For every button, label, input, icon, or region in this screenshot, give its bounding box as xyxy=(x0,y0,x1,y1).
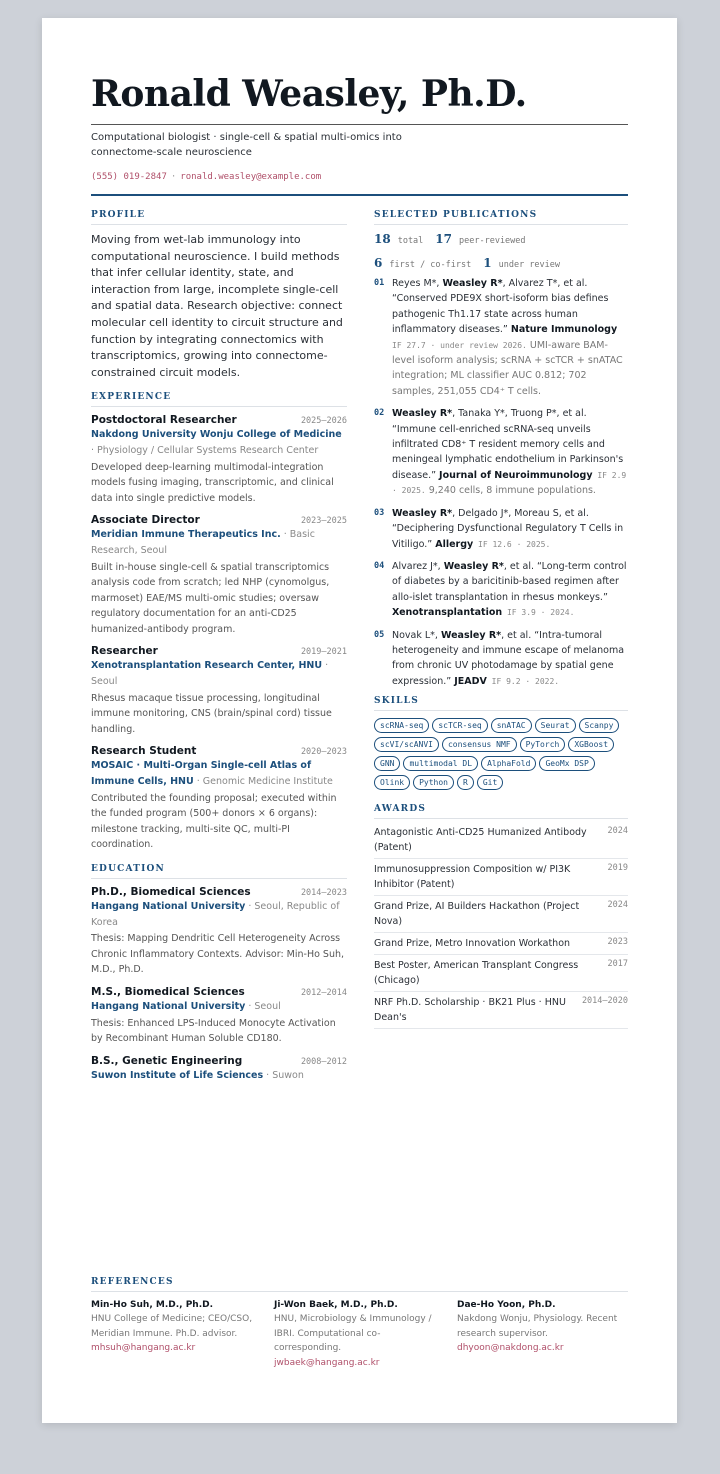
citation-body: , Delgado J*, Moreau S, et al. “Deciphering Dysfunctional Regulatory T Cells in Vitiligo.” xyxy=(392,507,624,550)
organization-detail: · Genomic Medicine Institute xyxy=(193,776,333,788)
entry-description: Contributed the founding proposal; executed within the funded program (500+ donors × 6 organs): milestone tracking, multi-site QC, multi-PI coordination. xyxy=(91,792,337,851)
entry-description: Built in-house single-cell & spatial transcriptomics analysis code from scratch; led NHP (cynomolgus, marmoset) EAE/MS multi-omic studies; oversaw regulatory documentation for an anti-CD25 humanized-antibody program. xyxy=(91,561,330,635)
citation-self-author: Weasley R* xyxy=(392,408,453,420)
skill-chips xyxy=(374,718,628,790)
reference-card xyxy=(91,1298,262,1370)
skill-chip: XGBoost xyxy=(568,737,614,752)
experience-heading: EXPERIENCE xyxy=(91,392,347,407)
skill-chip: AlphaFold xyxy=(481,756,536,771)
organization-name: Xenotransplantation Research Center, HNU xyxy=(91,660,323,672)
organization-name: Hangang National University xyxy=(91,901,246,912)
citation-self-author: Weasley R* xyxy=(443,560,504,572)
entry-description: Developed deep-learning multimodal-integration models fusing imaging, transcriptomic, and clinical data into single predictive models. xyxy=(91,461,334,504)
references-section xyxy=(91,1277,628,1370)
references-heading: REFERENCES xyxy=(91,1277,628,1292)
publication-citation xyxy=(392,276,628,399)
experience-list xyxy=(91,414,347,853)
citation-authors-before: Reyes M*, xyxy=(392,278,443,289)
awards-heading: AWARDS xyxy=(374,804,628,819)
publication-number: 01 xyxy=(374,278,385,288)
skill-chip: Git xyxy=(477,775,503,790)
citation-meta: IF 3.9 · 2024. xyxy=(502,608,575,618)
publication-citation xyxy=(392,559,628,621)
entry-dates: 2019–2021 xyxy=(300,647,347,658)
entry-organization xyxy=(91,1068,347,1084)
reference-card xyxy=(274,1298,445,1370)
education-heading: EDUCATION xyxy=(91,864,347,879)
citation-meta: IF 27.7 · under review 2026. xyxy=(392,340,527,350)
skill-chip: PyTorch xyxy=(520,737,566,752)
profile-heading: PROFILE xyxy=(91,210,347,225)
citation-journal: Allergy xyxy=(435,538,474,550)
reference-description: HNU College of Medicine; CEO/CSO, Meridian Immune. Ph.D. advisor. xyxy=(91,1314,253,1339)
citation-journal: JEADV xyxy=(454,675,487,687)
entry-header xyxy=(91,414,347,426)
phone-number: (555) 019-2847 xyxy=(91,172,167,182)
reference-name: Ji-Won Baek, M.D., Ph.D. xyxy=(274,1300,398,1310)
citation-self-author: Weasley R* xyxy=(392,507,453,519)
entry-title: Associate Director xyxy=(91,514,200,527)
citation-authors-before: Novak L*, xyxy=(392,629,441,641)
right-column xyxy=(374,210,628,1029)
publication-number: 04 xyxy=(374,560,385,571)
entry-title: Researcher xyxy=(91,645,158,658)
profile-text: Moving from wet-lab immunology into computational neuroscience. I build methods that infer cellular identity, state, and interaction from large, incomplete single-cell and spatial data. Research objective: connect molecular cell identity to circuit structure and function by integrating connectomics with transcriptomics, growing into connectome-constrained circuit models. xyxy=(91,233,343,379)
skill-chip: Olink xyxy=(374,775,410,790)
entry-description: Rhesus macaque tissue processing, longitudinal immune monitoring, CNS (brain/spinal cord) tissue handling. xyxy=(91,692,332,735)
citation-notes: 9,240 cells, 8 immune populations. xyxy=(425,485,596,497)
award-item xyxy=(374,822,628,859)
organization-name: Meridian Immune Therapeutics Inc. xyxy=(91,529,281,541)
entry-title: Ph.D., Biomedical Sciences xyxy=(91,886,251,898)
citation-journal: Xenotransplantation xyxy=(392,607,503,619)
publication-item xyxy=(374,506,628,552)
entry-title: M.S., Biomedical Sciences xyxy=(91,985,245,998)
skill-chip: consensus NMF xyxy=(442,737,517,752)
publication-list xyxy=(374,276,628,689)
entry-dates: 2025–2026 xyxy=(300,416,347,427)
award-title: Grand Prize, Metro Innovation Workathon xyxy=(374,938,571,950)
contact-separator: · xyxy=(170,172,177,182)
publication-item xyxy=(374,406,628,498)
award-title: Grand Prize, AI Builders Hackathon (Project Nova) xyxy=(374,901,580,928)
award-date: 2014–2020 xyxy=(581,996,628,1007)
reference-email[interactable]: jwbaek@hangang.ac.kr xyxy=(274,1357,380,1368)
organization-detail: · Seoul, Republic of Korea xyxy=(91,901,340,928)
award-date: 2017 xyxy=(607,959,628,970)
award-item xyxy=(374,896,628,933)
entry-dates: 2014–2023 xyxy=(300,888,347,898)
citation-authors-before: Alvarez J*, xyxy=(392,560,444,572)
skill-chip: Scanpy xyxy=(579,718,620,733)
citation-notes: UMI-aware BAM-level isoform analysis; scRNA + scTCR + snATAC integration; ML classifier AUC 0.812; 702 samples, 251,055 CD4⁺ T cells. xyxy=(392,339,623,397)
organization-name: Hangang National University xyxy=(91,1000,246,1012)
entry-organization xyxy=(91,658,347,689)
stat-first-label: first / co-first xyxy=(389,260,472,270)
skill-chip: scRNA-seq xyxy=(374,718,429,733)
citation-body: , et al. “Long-term control of diabetes by a baricitinib-based regimen after allo-islet transplantation in rhesus monkeys.” xyxy=(392,560,627,603)
skill-chip: Python xyxy=(413,775,454,790)
experience-entry xyxy=(91,645,347,737)
award-date: 2024 xyxy=(607,826,628,837)
entry-title: Postdoctoral Researcher xyxy=(91,414,237,427)
experience-entry xyxy=(91,414,347,506)
entry-title: B.S., Genetic Engineering xyxy=(91,1054,243,1067)
skill-chip: GNN xyxy=(374,756,400,771)
citation-self-author: Weasley R* xyxy=(442,278,503,289)
award-title: Best Poster, American Transplant Congress (Chicago) xyxy=(374,960,579,987)
award-date: 2019 xyxy=(607,863,628,874)
publication-stats-row-2 xyxy=(374,256,628,270)
stat-peer-label: peer-reviewed xyxy=(459,236,526,246)
organization-detail: · Suwon xyxy=(263,1069,304,1081)
entry-title: Research Student xyxy=(91,745,197,758)
entry-organization xyxy=(91,758,347,789)
citation-journal: Journal of Neuroimmunology xyxy=(439,469,593,481)
citation-self-author: Weasley R* xyxy=(440,629,502,641)
organization-name: Nakdong University Wonju College of Medicine xyxy=(91,429,342,441)
reference-list xyxy=(91,1298,628,1370)
candidate-name: Ronald Weasley, Ph.D. xyxy=(91,73,527,115)
citation-body: , Tanaka Y*, Truong P*, et al. “Immune cell-enriched scRNA-seq unveils infiltrated CD8⁺ T resident memory cells and meningeal lymphatic endothelium in Parkinson's disease.” xyxy=(392,408,624,481)
skill-chip: Seurat xyxy=(535,718,576,733)
contact-line xyxy=(91,172,321,182)
citation-meta: IF 2.9 · 2025. xyxy=(392,470,627,496)
award-item xyxy=(374,933,628,955)
stat-first-count: 6 xyxy=(374,256,383,270)
experience-entry xyxy=(91,745,347,853)
entry-dates: 2012–2014 xyxy=(300,987,347,998)
skill-chip: GeoMx DSP xyxy=(539,756,594,771)
publication-citation xyxy=(392,628,628,690)
skill-chip: scVI/scANVI xyxy=(374,737,439,752)
reference-description: HNU, Microbiology & Immunology / IBRI. Computational co-corresponding. xyxy=(274,1314,432,1354)
header-divider xyxy=(91,124,628,125)
reference-name: Min-Ho Suh, M.D., Ph.D. xyxy=(91,1300,214,1310)
left-column xyxy=(91,210,347,1091)
award-title: Antagonistic Anti-CD25 Humanized Antibody (Patent) xyxy=(374,827,587,854)
skill-chip: R xyxy=(457,775,474,790)
organization-name: MOSAIC · Multi-Organ Single-cell Atlas of Immune Cells, HNU xyxy=(91,760,312,788)
entry-header xyxy=(91,886,347,898)
publication-item xyxy=(374,276,628,399)
organization-name: Suwon Institute of Life Sciences xyxy=(91,1069,264,1081)
experience-entry xyxy=(91,514,347,637)
entry-header xyxy=(91,745,347,757)
publication-number: 05 xyxy=(374,629,385,640)
skill-chip: snATAC xyxy=(491,718,532,733)
organization-detail: · Seoul xyxy=(91,660,329,688)
reference-email[interactable]: dhyoon@nakdong.ac.kr xyxy=(457,1343,564,1354)
award-date: 2023 xyxy=(607,937,628,948)
entry-description: Thesis: Enhanced LPS-Induced Monocyte Activation by Recombinant Human Soluble CD180. xyxy=(91,1017,336,1045)
education-list xyxy=(91,886,347,1083)
tagline: Computational biologist · single-cell & spatial multi-omics into connectome-scale neuroscience xyxy=(91,132,402,158)
award-date: 2024 xyxy=(607,900,628,911)
entry-header xyxy=(91,1055,347,1067)
email-link[interactable]: ronald.weasley@example.com xyxy=(180,172,322,182)
entry-organization xyxy=(91,427,347,458)
entry-organization xyxy=(91,999,347,1015)
award-item xyxy=(374,955,628,992)
entry-header xyxy=(91,986,347,998)
reference-card xyxy=(457,1298,628,1370)
reference-description: Nakdong Wonju, Physiology. Recent research supervisor. xyxy=(457,1314,618,1339)
stat-review-count: 1 xyxy=(483,256,492,270)
resume-page xyxy=(42,18,677,1423)
education-entry xyxy=(91,1055,347,1084)
award-item xyxy=(374,992,628,1029)
education-entry xyxy=(91,986,347,1047)
award-title: NRF Ph.D. Scholarship · BK21 Plus · HNU Dean's xyxy=(374,997,566,1024)
publication-item xyxy=(374,628,628,690)
entry-dates: 2008–2012 xyxy=(300,1056,347,1067)
publication-number: 02 xyxy=(374,408,385,419)
organization-detail: · Seoul xyxy=(245,1000,281,1012)
award-item xyxy=(374,859,628,896)
entry-description: Thesis: Mapping Dendritic Cell Heterogeneity Across Chronic Inflammatory Contexts. Advisor: Min-Ho Suh, M.D., Ph.D. xyxy=(91,933,345,976)
citation-body: , Alvarez T*, et al. “Conserved PDE9X short-isoform bias defines pathogenic Th1.17 state across human inflammatory diseases.” xyxy=(392,278,609,336)
citation-meta: IF 9.2 · 2022. xyxy=(486,676,560,686)
header-rule xyxy=(91,194,628,196)
citation-journal: Nature Immunology xyxy=(510,324,618,336)
stat-review-label: under review xyxy=(498,260,561,270)
publication-number: 03 xyxy=(374,507,385,518)
stat-peer-count: 17 xyxy=(435,232,452,246)
publications-heading: SELECTED PUBLICATIONS xyxy=(374,210,628,225)
publication-citation xyxy=(392,506,628,552)
skills-heading: SKILLS xyxy=(374,696,628,711)
entry-dates: 2020–2023 xyxy=(300,747,347,758)
award-title: Immunosuppression Composition w/ PI3K Inhibitor (Patent) xyxy=(374,864,571,891)
entry-dates: 2023–2025 xyxy=(300,516,347,527)
award-list xyxy=(374,822,628,1029)
publication-citation xyxy=(392,406,628,498)
entry-organization xyxy=(91,899,347,930)
publication-stats-row-1 xyxy=(374,232,628,246)
entry-header xyxy=(91,514,347,526)
organization-detail: · Physiology / Cellular Systems Research Center xyxy=(91,444,319,456)
entry-organization xyxy=(91,527,347,558)
organization-detail: · Basic Research, Seoul xyxy=(91,529,315,556)
reference-email[interactable]: mhsuh@hangang.ac.kr xyxy=(91,1343,196,1354)
education-entry xyxy=(91,886,347,978)
publication-item xyxy=(374,559,628,621)
stat-total-label: total xyxy=(397,236,424,246)
reference-name: Dae-Ho Yoon, Ph.D. xyxy=(457,1300,556,1310)
citation-body: , et al. “Intra-tumoral heterogeneity and immune escape of melanoma from chronic UV photodamage by spatial gene expression.” xyxy=(392,629,625,687)
stat-total-count: 18 xyxy=(374,232,391,246)
entry-header xyxy=(91,645,347,657)
skill-chip: multimodal DL xyxy=(403,756,478,771)
citation-meta: IF 12.6 · 2025. xyxy=(473,539,551,549)
skill-chip: scTCR-seq xyxy=(432,718,487,733)
